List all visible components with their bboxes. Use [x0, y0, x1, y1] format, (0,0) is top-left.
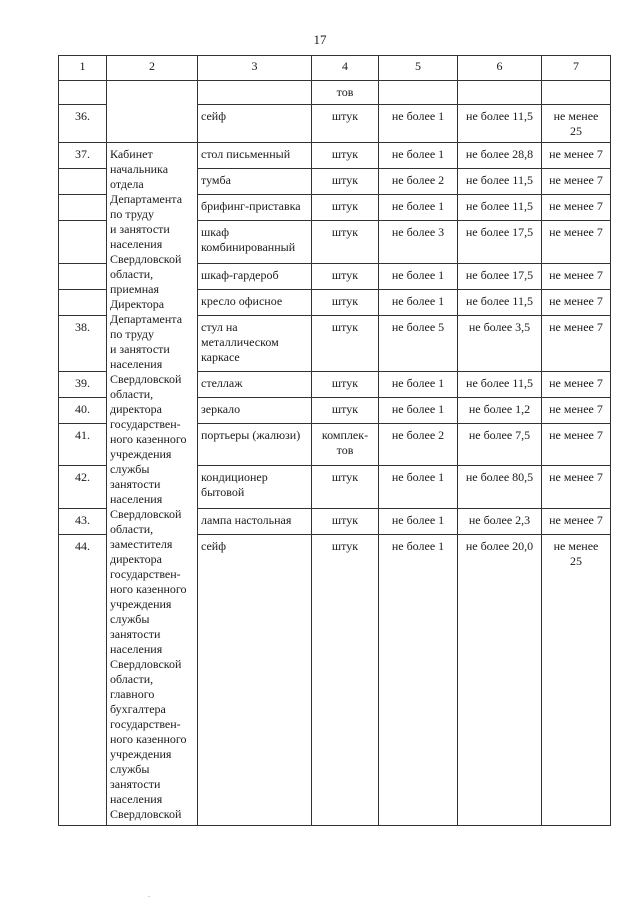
column-header: 7: [542, 56, 611, 81]
quantity-limit: не более 1: [379, 289, 458, 315]
page-number: 17: [313, 32, 327, 47]
price-limit: не более 17,5: [458, 263, 542, 289]
unit: штук: [312, 289, 379, 315]
item-name: портьеры (жалюзи): [198, 424, 312, 466]
service-term: не менее 7: [542, 466, 611, 508]
price-limit: не более 2,3: [458, 508, 542, 534]
equipment-norms-table: [58, 55, 611, 826]
service-term: не менее 7: [542, 169, 611, 195]
unit: штук: [312, 169, 379, 195]
service-term: не менее 25: [542, 105, 611, 143]
item-name: брифинг-приставка: [198, 195, 312, 221]
quantity-limit: не более 1: [379, 371, 458, 397]
unit: штук: [312, 466, 379, 508]
service-term: не менее 7: [542, 289, 611, 315]
price-limit: не более 11,5: [458, 169, 542, 195]
unit: штук: [312, 315, 379, 371]
unit: штук: [312, 221, 379, 263]
row-number: [59, 221, 107, 263]
service-term: не менее 7: [542, 263, 611, 289]
column-number-row: [59, 56, 611, 81]
row-number: 36.: [59, 105, 107, 143]
service-term: не менее 7: [542, 315, 611, 371]
unit: штук: [312, 508, 379, 534]
unit: штук: [312, 195, 379, 221]
row-number: [59, 289, 107, 315]
quantity-limit: не более 5: [379, 315, 458, 371]
column-header: 4: [312, 56, 379, 81]
column-header: 3: [198, 56, 312, 81]
row-number: [59, 195, 107, 221]
price-limit: не более 28,8: [458, 143, 542, 169]
item-name: кондиционер бытовой: [198, 466, 312, 508]
quantity-limit: не более 1: [379, 263, 458, 289]
row-number: 40.: [59, 398, 107, 424]
unit: штук: [312, 263, 379, 289]
service-term: не менее 7: [542, 195, 611, 221]
item-name: шкаф-гардероб: [198, 263, 312, 289]
price-limit: не более 11,5: [458, 105, 542, 143]
row-number: 41.: [59, 424, 107, 466]
price-limit: не более 11,5: [458, 195, 542, 221]
row-number: 42.: [59, 466, 107, 508]
item-name: тумба: [198, 169, 312, 195]
price-limit: не более 7,5: [458, 424, 542, 466]
column-header: 2: [107, 56, 198, 81]
price-limit: не более 20,0: [458, 534, 542, 825]
item-name: шкаф комбинированный: [198, 221, 312, 263]
row-number: 38.: [59, 315, 107, 371]
unit: комплек- тов: [312, 424, 379, 466]
price-limit: не более 11,5: [458, 371, 542, 397]
item-name: стол письменный: [198, 143, 312, 169]
column-header: 6: [458, 56, 542, 81]
quantity-limit: не более 1: [379, 398, 458, 424]
service-term: не менее 7: [542, 424, 611, 466]
premises-description: Кабинет начальника отдела Департамента по труду и занятости населения Свердловской области, приемная Директора Департамента по труду и занятости населения Свердловской области, директора государствен- ного казенного учреждения службы занятости населения Свердловской области, заместителя директора государствен- ного казенного учреждения службы занятости населения Свердловской области, главного бухгалтера государствен- ного казенного учреждения службы занятости населения Свердловской: [107, 143, 198, 826]
service-term: не менее 7: [542, 398, 611, 424]
row-number: 39.: [59, 371, 107, 397]
quantity-limit: не более 1: [379, 143, 458, 169]
service-term: не менее 7: [542, 143, 611, 169]
quantity-limit: не более 1: [379, 105, 458, 143]
continuation-row: [59, 81, 611, 105]
unit: штук: [312, 371, 379, 397]
column-header: 1: [59, 56, 107, 81]
item-name: сейф: [198, 105, 312, 143]
service-term: не менее 7: [542, 508, 611, 534]
service-term: не менее 25: [542, 534, 611, 825]
unit: штук: [312, 398, 379, 424]
row-number: 43.: [59, 508, 107, 534]
service-term: не менее 7: [542, 371, 611, 397]
quantity-limit: не более 1: [379, 195, 458, 221]
item-name: лампа настольная: [198, 508, 312, 534]
unit: штук: [312, 105, 379, 143]
item-name: кресло офисное: [198, 289, 312, 315]
column-header: 5: [379, 56, 458, 81]
item-name: стеллаж: [198, 371, 312, 397]
quantity-limit: не более 3: [379, 221, 458, 263]
price-limit: не более 80,5: [458, 466, 542, 508]
quantity-limit: не более 1: [379, 508, 458, 534]
row-number: [59, 263, 107, 289]
price-limit: не более 17,5: [458, 221, 542, 263]
quantity-limit: не более 1: [379, 534, 458, 825]
unit: штук: [312, 534, 379, 825]
quantity-limit: не более 2: [379, 424, 458, 466]
row-number: 44.: [59, 534, 107, 825]
unit-continuation: тов: [312, 81, 379, 105]
item-name: сейф: [198, 534, 312, 825]
item-name: стул на металлическом каркасе: [198, 315, 312, 371]
price-limit: не более 1,2: [458, 398, 542, 424]
row-number: 37.: [59, 143, 107, 169]
service-term: не менее 7: [542, 221, 611, 263]
table-row: [59, 143, 611, 169]
price-limit: не более 11,5: [458, 289, 542, 315]
row-number: [59, 169, 107, 195]
quantity-limit: не более 2: [379, 169, 458, 195]
unit: штук: [312, 143, 379, 169]
item-name: зеркало: [198, 398, 312, 424]
price-limit: не более 3,5: [458, 315, 542, 371]
quantity-limit: не более 1: [379, 466, 458, 508]
